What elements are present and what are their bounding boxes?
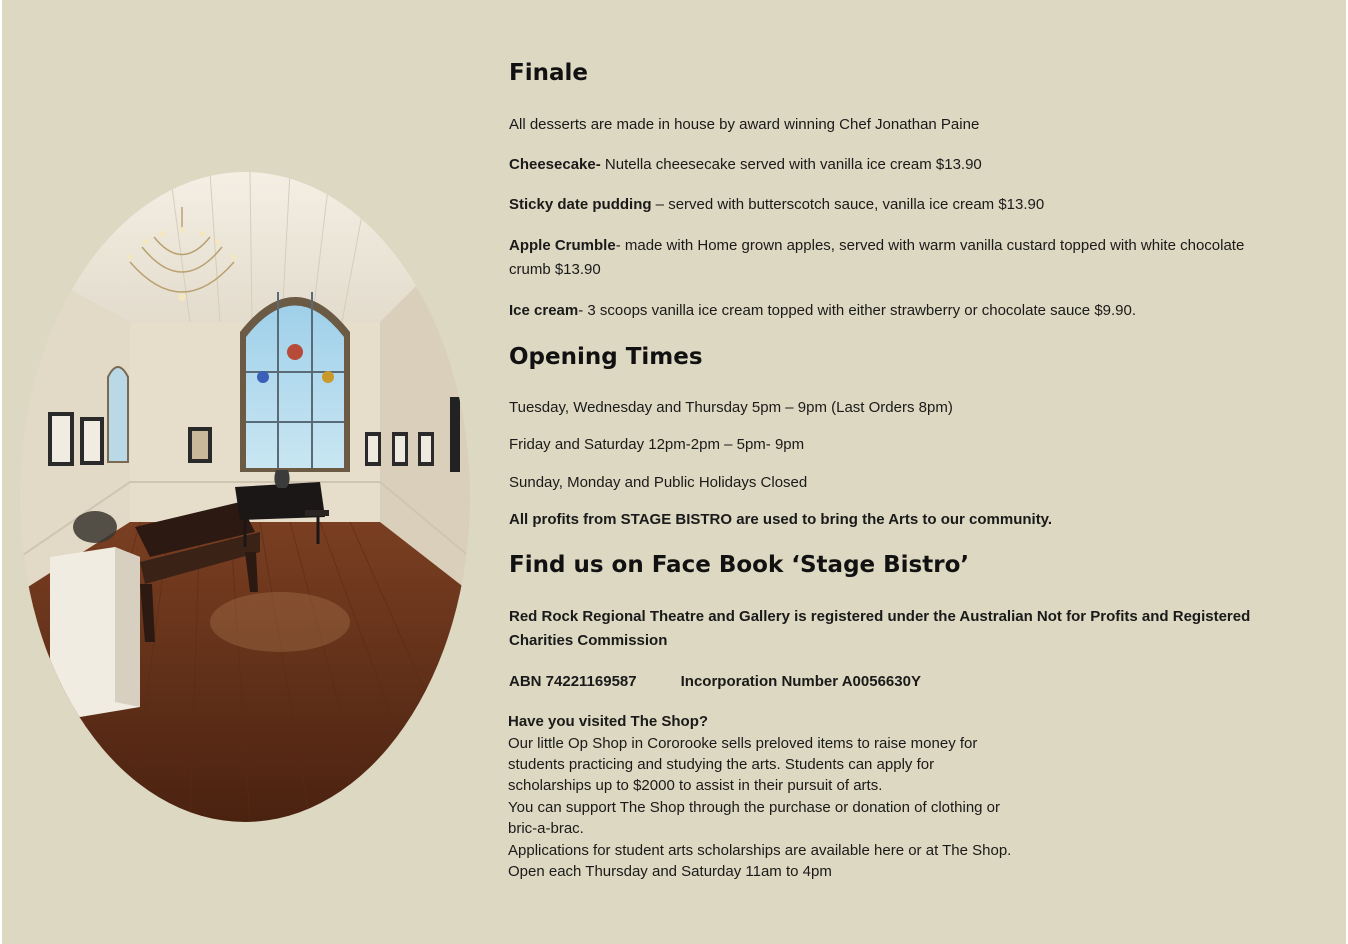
dessert-item-apple-crumble (509, 234, 1249, 282)
opening-line: Tuesday, Wednesday and Thursday 5pm – 9pm (Last Orders 8pm) (509, 399, 953, 416)
dessert-name: Apple Crumble (509, 237, 616, 254)
dessert-name: Sticky date pudding (509, 196, 652, 213)
gallery-interior-photo (20, 172, 470, 822)
finale-intro: All desserts are made in house by award winning Chef Jonathan Paine (509, 116, 980, 133)
shop-line: You can support The Shop through the purchase or donation of clothing or (508, 799, 1001, 816)
shop-line: Applications for student arts scholarships are available here or at The Shop. (508, 842, 1012, 859)
shop-line: Open each Thursday and Saturday 11am to 4pm (508, 863, 832, 880)
dessert-item-cheesecake (509, 153, 1269, 177)
dessert-name: Ice cream (509, 302, 579, 319)
finale-heading: Finale (509, 60, 588, 86)
dessert-desc: – served with butterscotch sauce, vanilla ice cream $13.90 (651, 196, 1045, 213)
registration-numbers (509, 670, 1269, 694)
shop-heading: Have you visited The Shop? (508, 713, 709, 730)
dessert-desc: Nutella cheesecake served with vanilla ice cream $13.90 (600, 156, 982, 173)
dessert-desc: - made with Home grown apples, served with warm vanilla custard topped with white chocolate crumb $13.90 (509, 237, 1245, 278)
dessert-item-sticky-date (509, 193, 1269, 217)
shop-line: bric-a-brac. (508, 820, 584, 837)
opening-times-heading: Opening Times (509, 344, 703, 370)
abn-number: ABN 74221169587 (509, 673, 637, 690)
opening-line: Friday and Saturday 12pm-2pm – 5pm- 9pm (509, 436, 805, 453)
facebook-heading: Find us on Face Book ‘Stage Bistro’ (509, 552, 970, 578)
shop-line: scholarships up to $2000 to assist in their pursuit of arts. (508, 777, 883, 794)
profits-statement: All profits from STAGE BISTRO are used to bring the Arts to our community. (509, 511, 1053, 528)
charity-registration: Red Rock Regional Theatre and Gallery is registered under the Australian Not for Profits and Registered Charities Commission (509, 608, 1251, 649)
dessert-item-ice-cream (509, 299, 1269, 323)
opening-line: Sunday, Monday and Public Holidays Closed (509, 474, 808, 491)
incorporation-number: Incorporation Number A0056630Y (680, 673, 921, 690)
dessert-name: Cheesecake- (509, 156, 601, 173)
dessert-desc: - 3 scoops vanilla ice cream topped with either strawberry or chocolate sauce $9.90. (578, 302, 1137, 319)
shop-line: Our little Op Shop in Cororooke sells preloved items to raise money for (508, 735, 978, 752)
shop-line: students practicing and studying the arts. Students can apply for (508, 756, 935, 773)
menu-page (2, 0, 1346, 944)
